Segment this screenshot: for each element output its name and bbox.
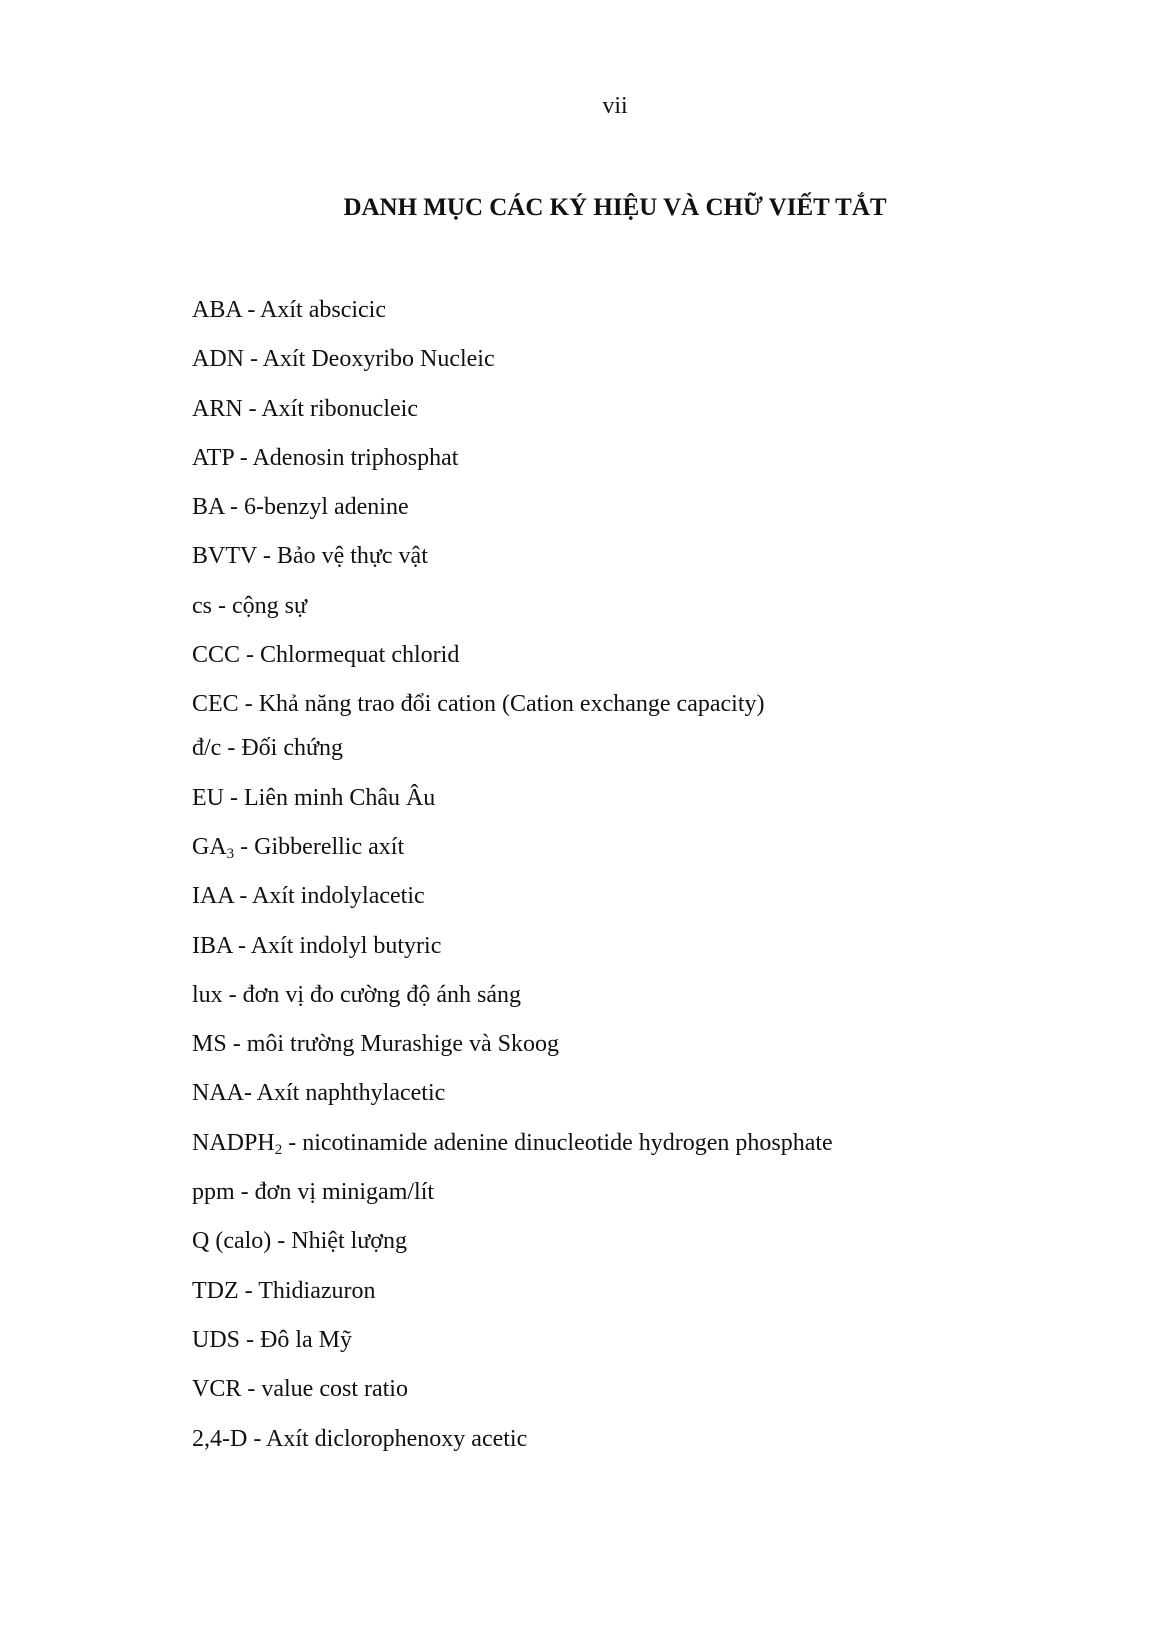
separator: - xyxy=(212,592,232,619)
abbreviation: GA xyxy=(192,833,227,860)
abbreviation: ADN xyxy=(192,346,244,373)
page-title: DANH MỤC CÁC KÝ HIỆU VÀ CHỮ VIẾT TẮT xyxy=(343,194,887,221)
separator: - xyxy=(233,883,253,910)
list-item xyxy=(192,1326,833,1375)
abbreviation: UDS xyxy=(192,1326,241,1353)
separator: - xyxy=(222,981,243,1008)
meaning: đơn vị đo cường độ ánh sáng xyxy=(242,981,522,1008)
meaning: nicotinamide adenine dinucleotide hydrogen phosphate xyxy=(302,1129,833,1156)
abbreviation: BA xyxy=(192,494,225,521)
separator: - xyxy=(234,1179,255,1206)
list-item xyxy=(192,444,833,493)
separator: - xyxy=(238,1277,259,1304)
meaning: cộng sự xyxy=(232,592,307,619)
meaning: Axít Deoxyribo Nucleic xyxy=(262,346,495,373)
meaning: Axít indolyl butyric xyxy=(250,932,442,959)
list-item xyxy=(192,1425,833,1474)
abbreviation: CCC xyxy=(192,642,241,669)
meaning: Gibberellic axít xyxy=(254,833,405,860)
list-item xyxy=(192,932,833,981)
abbreviation: BVTV xyxy=(192,543,257,570)
list-item xyxy=(192,493,833,542)
meaning: đơn vị minigam/lít xyxy=(254,1179,435,1206)
meaning: 6-benzyl adenine xyxy=(244,494,409,521)
abbreviation: MS xyxy=(192,1031,227,1058)
abbreviation: IAA xyxy=(192,883,234,910)
abbreviation: Q (calo) xyxy=(192,1228,272,1255)
list-item xyxy=(192,345,833,394)
separator: - xyxy=(240,1326,261,1353)
separator: - xyxy=(238,691,259,718)
list-item xyxy=(192,542,833,591)
list-item xyxy=(192,1079,833,1128)
meaning: Nhiệt lượng xyxy=(291,1228,407,1255)
list-item xyxy=(192,395,833,444)
separator: - xyxy=(271,1228,292,1255)
subscript: 2 xyxy=(274,1141,283,1158)
meaning: Thidiazuron xyxy=(258,1277,376,1304)
list-item xyxy=(192,1030,833,1079)
abbreviation: cs xyxy=(192,592,212,619)
meaning: Axít diclorophenoxy acetic xyxy=(266,1425,528,1452)
list-item xyxy=(192,1375,833,1424)
separator: - xyxy=(224,494,245,521)
page-number: vii xyxy=(602,93,628,119)
meaning: Axít indolylacetic xyxy=(252,883,425,910)
meaning: Liên minh Châu Âu xyxy=(244,784,436,811)
list-item xyxy=(192,833,833,882)
list-item xyxy=(192,784,833,833)
abbreviation: CEC xyxy=(192,691,239,718)
list-item xyxy=(192,981,833,1030)
separator: - xyxy=(221,735,242,762)
meaning: Đối chứng xyxy=(241,735,343,762)
separator: - xyxy=(247,1425,266,1452)
separator: - xyxy=(244,1080,257,1107)
list-item xyxy=(192,592,833,641)
list-item xyxy=(192,1129,833,1178)
meaning: Chlormequat chlorid xyxy=(260,642,460,669)
separator: - xyxy=(232,932,251,959)
abbreviation: ABA xyxy=(192,297,242,323)
meaning: value cost ratio xyxy=(261,1376,408,1403)
list-item xyxy=(192,1178,833,1227)
abbreviation: ppm xyxy=(192,1179,235,1206)
meaning: Adenosin triphosphat xyxy=(252,444,459,471)
abbreviation: NADPH xyxy=(192,1129,275,1156)
subscript: 3 xyxy=(226,845,235,862)
meaning: Axít ribonucleic xyxy=(261,395,418,422)
list-item xyxy=(192,1277,833,1326)
list-item xyxy=(192,734,833,783)
abbreviation: NAA xyxy=(192,1080,244,1107)
list-item xyxy=(192,1227,833,1276)
separator: - xyxy=(282,1129,303,1156)
meaning: Axít abscicic xyxy=(260,297,386,323)
meaning: môi trường Murashige và Skoog xyxy=(246,1031,560,1058)
list-item xyxy=(192,690,833,734)
list-item xyxy=(192,296,833,345)
separator: - xyxy=(256,543,277,570)
separator: - xyxy=(224,784,244,811)
abbreviation: 2,4-D xyxy=(192,1425,248,1452)
abbreviation: lux xyxy=(192,981,223,1008)
abbreviation: VCR xyxy=(192,1376,242,1403)
abbreviation: IBA xyxy=(192,932,233,959)
meaning: Axít naphthylacetic xyxy=(256,1080,446,1107)
meaning: Đô la Mỹ xyxy=(260,1326,353,1353)
list-item xyxy=(192,882,833,931)
abbreviation: ARN xyxy=(192,395,243,422)
separator: - xyxy=(240,642,261,669)
abbreviation: ATP xyxy=(192,444,234,471)
abbreviation: đ/c xyxy=(192,735,222,762)
separator: - xyxy=(234,833,255,860)
separator: - xyxy=(244,346,263,373)
list-item xyxy=(192,641,833,690)
abbreviation-list xyxy=(192,296,833,1474)
meaning: Khả năng trao đổi cation (Cation exchange capacity) xyxy=(258,691,765,718)
abbreviation: TDZ xyxy=(192,1277,239,1304)
separator: - xyxy=(226,1031,247,1058)
separator: - xyxy=(233,444,253,471)
abbreviation: EU xyxy=(192,784,224,811)
separator: - xyxy=(241,297,261,323)
separator: - xyxy=(241,1376,262,1403)
meaning: Bảo vệ thực vật xyxy=(276,543,428,570)
separator: - xyxy=(242,395,262,422)
